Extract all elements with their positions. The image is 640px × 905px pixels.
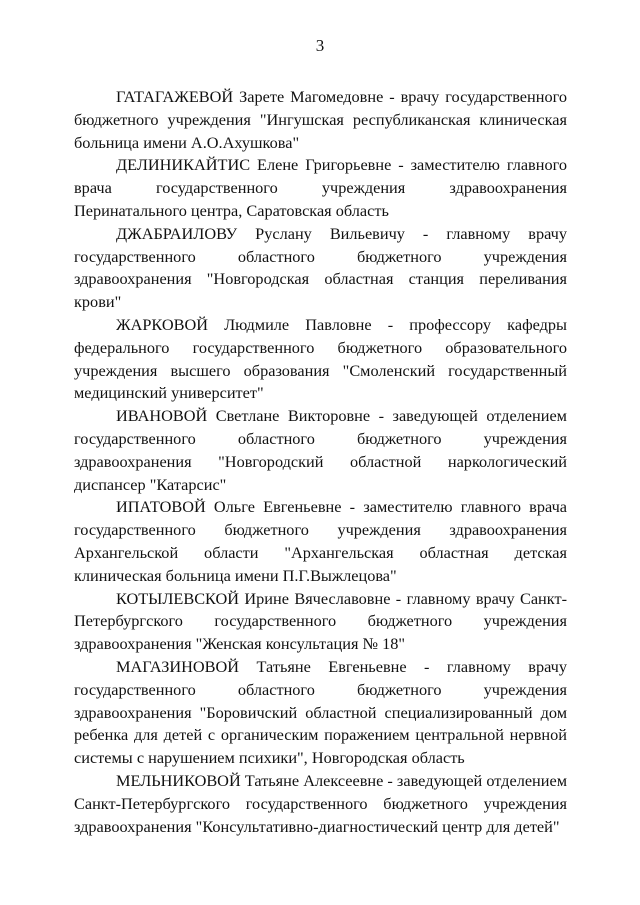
entry-line: Санкт-Петербургского государственного бюджетного учреждения: [74, 793, 567, 813]
entry-line: ГАТАГАЖЕВОЙ Зарете Магомедовне - врачу государственного: [116, 87, 567, 106]
entry-line: здравоохранения "Новгородский областной наркологический: [74, 451, 567, 471]
entry-line: КОТЫЛЕВСКОЙ Ирине Вячеславовне - главному врачу Санкт-: [116, 588, 567, 608]
document-body: [74, 86, 567, 838]
award-entry: [74, 154, 567, 222]
entry-line: ЖАРКОВОЙ Людмиле Павловне - профессору кафедры: [116, 314, 567, 334]
entry-line: здравоохранения "Женская консультация № 18": [74, 634, 406, 654]
entry-line: диспансер "Катарсис": [74, 474, 227, 494]
page-number: 3: [315, 36, 325, 55]
entry-line: учреждения высшего образования "Смоленский государственный: [74, 360, 567, 380]
award-entry: [74, 405, 567, 496]
entry-line: государственного бюджетного учреждения здравоохранения: [74, 520, 567, 540]
entry-line: здравоохранения "Консультативно-диагностический центр для детей": [74, 816, 560, 836]
award-entry: [74, 86, 567, 154]
award-entry: [74, 223, 567, 314]
entry-line: федерального государственного бюджетного образовательного: [74, 337, 567, 357]
entry-line: Перинатального центра, Саратовская область: [74, 200, 389, 220]
entry-line: системы с нарушением психики", Новгородская область: [74, 748, 465, 768]
entry-line: МАГАЗИНОВОЙ Татьяне Евгеньевне - главному врачу: [116, 656, 567, 676]
entry-line: Архангельской области "Архангельская областная детская: [74, 542, 567, 562]
entry-line: крови": [74, 292, 122, 312]
entry-line: больница имени А.О.Ахушкова": [74, 132, 300, 152]
entry-line: здравоохранения "Новгородская областная станция переливания: [74, 269, 567, 289]
entry-line: ребенка для детей с органическим поражением центральной нервной: [74, 725, 567, 745]
entry-line: медицинский университет": [74, 383, 264, 403]
entry-line: ИВАНОВОЙ Светлане Викторовне - заведующей отделением: [116, 406, 567, 426]
entry-line: МЕЛЬНИКОВОЙ Татьяне Алексеевне - заведующей отделением: [116, 770, 567, 790]
entry-line: бюджетного учреждения "Ингушская республиканская клиническая: [74, 109, 567, 129]
entry-line: ДЕЛИНИКАЙТИС Елене Григорьевне - заместителю главного: [116, 155, 567, 175]
entry-line: государственного областного бюджетного учреждения: [74, 246, 567, 266]
entry-line: государственного областного бюджетного учреждения: [74, 428, 567, 448]
entry-line: Петербургского государственного бюджетного учреждения: [74, 611, 567, 631]
entry-line: врача государственного учреждения здравоохранения: [74, 178, 567, 198]
entry-line: ИПАТОВОЙ Ольге Евгеньевне - заместителю главного врача: [116, 497, 567, 517]
award-entry: [74, 314, 567, 405]
entry-line: здравоохранения "Боровичский областной специализированный дом: [74, 702, 567, 722]
award-entry: [74, 496, 567, 587]
award-entry: [74, 588, 567, 656]
entry-line: государственного областного бюджетного учреждения: [74, 679, 567, 699]
entry-line: клиническая больница имени П.Г.Выжлецова": [74, 565, 397, 585]
award-entry: [74, 770, 567, 838]
entry-line: ДЖАБРАИЛОВУ Руслану Вильевичу - главному врачу: [116, 223, 567, 243]
award-entry: [74, 656, 567, 770]
